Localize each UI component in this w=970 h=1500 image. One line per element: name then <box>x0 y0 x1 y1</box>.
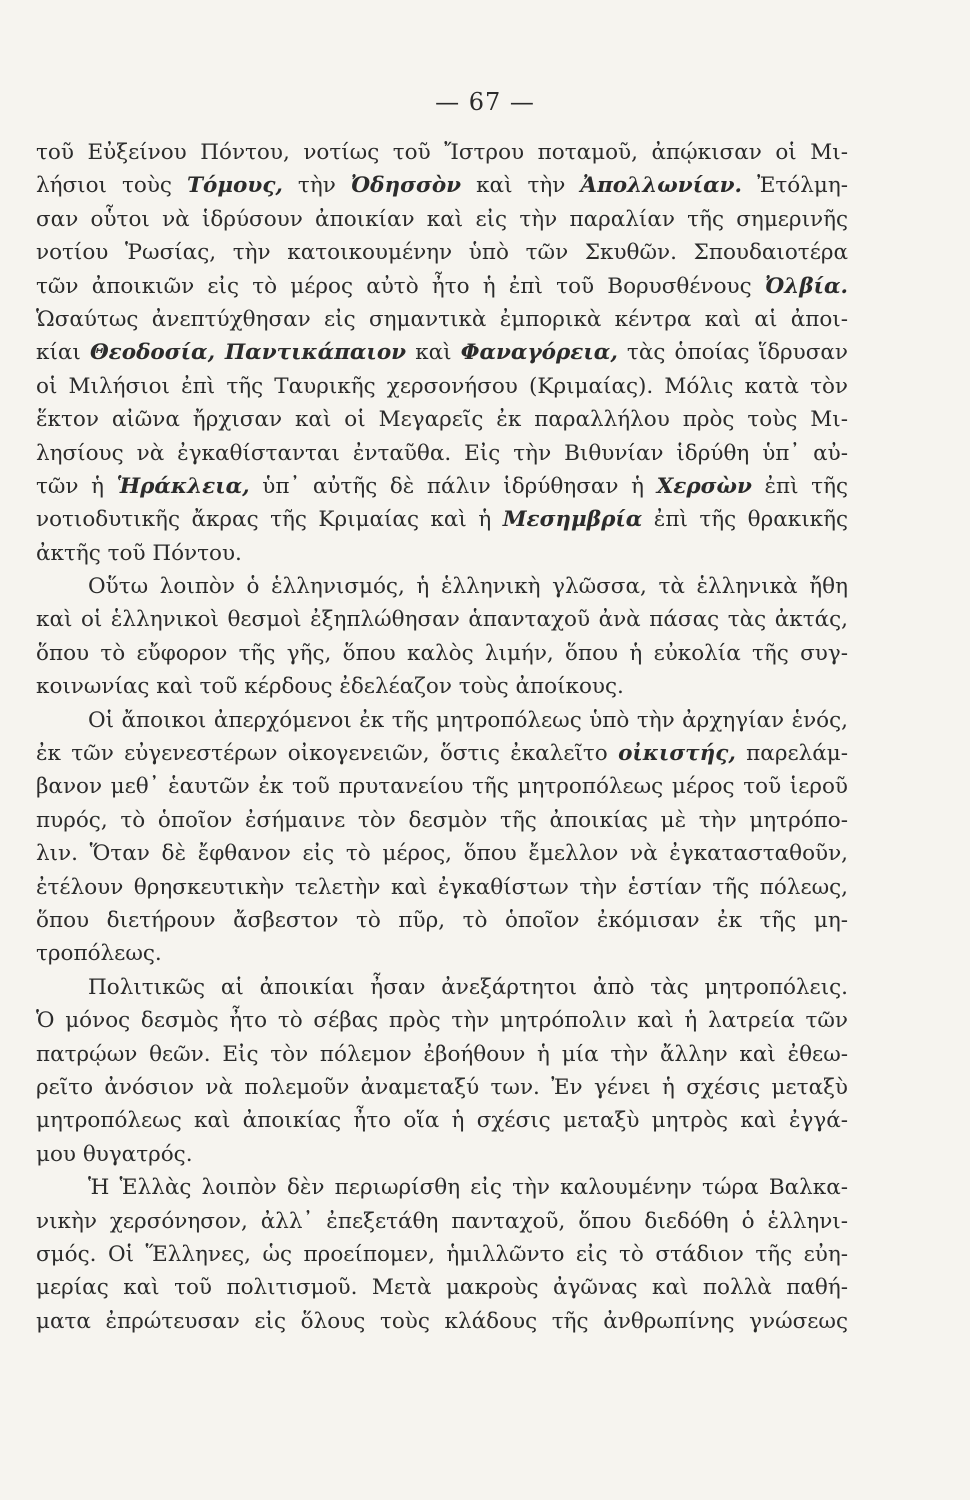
text-segment: νοτίου Ῥωσίας, τὴν κατοικουμένην ὑπὸ τῶν Σκυθῶν. Σπουδαιοτέρα <box>36 240 848 266</box>
text-segment: μητροπόλεως καὶ ἀποικίας ἦτο οἵα ἡ σχέσις μεταξὺ μητρὸς καὶ ἐγγά- <box>36 1108 848 1134</box>
text-line <box>36 1271 848 1304</box>
text-segment: Οἱ ἄποικοι ἀπερχόμενοι ἐκ τῆς μητροπόλεως ὑπὸ τὴν ἀρχηγίαν ἑνός, <box>88 707 848 733</box>
text-segment: ὑπ᾽ αὐτῆς δὲ πάλιν ἱδρύθησαν ἡ <box>249 473 657 499</box>
text-segment: οἱ Μιλήσιοι ἐπὶ τῆς Ταυρικῆς χερσονήσου (Κριμαίας). Μόλις κατὰ τὸν <box>36 373 848 399</box>
text-line <box>36 1205 848 1238</box>
text-segment: βανον μεθ᾽ ἑαυτῶν ἐκ τοῦ πρυτανείου τῆς μητροπόλεως μέρος τοῦ ἱεροῦ <box>36 774 848 800</box>
emphasized-place-name: οἰκιστής, <box>618 741 736 767</box>
emphasized-place-name: Τόμους, <box>186 173 283 199</box>
emphasized-place-name: Μεσημβρία <box>502 507 643 533</box>
text-segment: ὅπου διετήρουν ἄσβεστον τὸ πῦρ, τὸ ὁποῖον ἐκόμισαν ἐκ τῆς μη- <box>36 907 848 933</box>
text-segment: Ὡσαύτως ἀνεπτύχθησαν εἰς σημαντικὰ ἐμπορικὰ κέντρα καὶ αἱ ἀποι- <box>36 306 848 332</box>
text-segment: ἀκτῆς τοῦ Πόντου. <box>36 540 242 566</box>
text-segment: νοτιοδυτικῆς ἄκρας τῆς Κριμαίας καὶ ἡ <box>36 507 503 533</box>
text-segment: νικὴν χερσόνησον, ἀλλ᾽ ἐπεξετάθη πανταχοῦ, ὅπου διεδόθη ὁ ἑλληνι- <box>36 1208 848 1234</box>
text-line <box>36 871 848 904</box>
text-line <box>36 303 848 336</box>
text-line <box>36 770 848 803</box>
text-segment: μερίας καὶ τοῦ πολιτισμοῦ. Μετὰ μακροὺς ἀγῶνας καὶ πολλὰ παθή- <box>36 1275 848 1301</box>
text-line <box>36 570 848 603</box>
text-line <box>36 1038 848 1071</box>
text-line <box>36 1305 848 1338</box>
text-line <box>36 1104 848 1137</box>
text-line <box>36 603 848 636</box>
text-segment: ἕκτον αἰῶνα ἤρχισαν καὶ οἱ Μεγαρεῖς ἐκ παραλλήλου πρὸς τοὺς Μι- <box>36 407 848 433</box>
text-segment: καὶ οἱ ἑλληνικοὶ θεσμοὶ ἐξηπλώθησαν ἁπανταχοῦ ἀνὰ πάσας τὰς ἀκτάς, <box>36 607 848 633</box>
text-line <box>36 637 848 670</box>
emphasized-place-name: Ὀλβία. <box>764 273 848 299</box>
text-segment: τῶν ἀποικιῶν εἰς τὸ μέρος αὐτὸ ἦτο ἡ ἐπὶ τοῦ Βορυσθένους <box>36 273 765 299</box>
text-line <box>36 1138 848 1171</box>
text-segment: σαν οὗτοι νὰ ἱδρύσουν ἀποικίαν καὶ εἰς τὴν παραλίαν τῆς σημερινῆς <box>36 206 848 232</box>
text-line <box>36 804 848 837</box>
emphasized-place-name: Ὀδησσὸν <box>350 173 462 199</box>
text-line <box>36 971 848 1004</box>
text-line <box>36 737 848 770</box>
text-segment: ἐπὶ τῆς θρακικῆς <box>642 507 849 533</box>
text-line <box>36 1004 848 1037</box>
text-line <box>36 1238 848 1271</box>
text-line <box>36 904 848 937</box>
text-segment: τῶν ἡ <box>36 473 117 499</box>
text-segment: ρεῖτο ἀνόσιον νὰ πολεμοῦν ἀναμεταξύ των. Ἐν γένει ἡ σχέσις μεταξὺ <box>36 1074 848 1100</box>
text-segment: πυρός, τὸ ὁποῖον ἐσήμαινε τὸν δεσμὸν τῆς ἀποικίας μὲ τὴν μητρόπο- <box>36 807 848 833</box>
text-segment: τὰς ὁποίας ἵδρυσαν <box>617 340 848 366</box>
text-line <box>36 470 848 503</box>
text-segment: παρελάμ- <box>735 741 848 767</box>
text-line <box>36 503 848 536</box>
body-text <box>36 136 848 1338</box>
text-segment: πατρῴων θεῶν. Εἰς τὸν πόλεμον ἐβοήθουν ἡ μία τὴν ἄλλην καὶ ἐθεω- <box>36 1041 848 1067</box>
text-segment: ἐπὶ τῆς <box>751 473 848 499</box>
text-line <box>36 837 848 870</box>
text-segment: κοινωνίας καὶ τοῦ κέρδους ἐδελέαζον τοὺς ἀποίκους. <box>36 674 624 700</box>
text-line <box>36 370 848 403</box>
text-line <box>36 670 848 703</box>
text-line <box>36 403 848 436</box>
text-segment: ἐτέλουν θρησκευτικὴν τελετὴν καὶ ἐγκαθίστων τὴν ἑστίαν τῆς πόλεως, <box>36 874 848 900</box>
emphasized-place-name: Χερσὼν <box>656 473 752 499</box>
text-line <box>36 203 848 236</box>
text-segment: κίαι <box>36 340 90 366</box>
text-line <box>36 336 848 369</box>
text-segment: τροπόλεως. <box>36 941 162 967</box>
text-segment: μου θυγατρός. <box>36 1141 193 1167</box>
page-number: — 67 — <box>435 88 535 116</box>
text-segment: Ὁ μόνος δεσμὸς ἦτο τὸ σέβας πρὸς τὴν μητρόπολιν καὶ ἡ λατρεία τῶν <box>36 1008 848 1034</box>
text-segment: ὅπου τὸ εὔφορον τῆς γῆς, ὅπου καλὸς λιμήν, ὅπου ἡ εὐκολία τῆς συγ- <box>36 640 848 666</box>
text-line <box>36 270 848 303</box>
emphasized-place-name: Ἀπολλωνίαν. <box>580 173 743 199</box>
text-segment: ματα ἐπρώτευσαν εἰς ὅλους τοὺς κλάδους τῆς ἀνθρωπίνης γνώσεως <box>36 1308 848 1334</box>
text-segment: λήσιοι τοὺς <box>36 173 187 199</box>
text-segment: ἐκ τῶν εὐγενεστέρων οἰκογενειῶν, ὅστις ἐκαλεῖτο <box>36 741 619 767</box>
text-segment: λησίους νὰ ἐγκαθίστανται ἐνταῦθα. Εἰς τὴν Βιθυνίαν ἱδρύθη ὑπ᾽ αὐ- <box>36 440 848 466</box>
text-segment: Ἐτόλμη- <box>742 173 848 199</box>
text-line <box>36 704 848 737</box>
text-segment: καὶ <box>406 340 461 366</box>
text-segment: Οὕτω λοιπὸν ὁ ἑλληνισμός, ἡ ἑλληνικὴ γλῶσσα, τὰ ἑλληνικὰ ἤθη <box>88 574 848 600</box>
text-segment: σμός. Οἱ Ἕλληνες, ὡς προείπομεν, ἡμιλλῶντο εἰς τὸ στάδιον τῆς εὐη- <box>36 1241 848 1267</box>
text-line <box>36 437 848 470</box>
text-line <box>36 1171 848 1204</box>
text-segment: καὶ τὴν <box>461 173 581 199</box>
text-line <box>36 169 848 202</box>
emphasized-place-name: Φαναγόρεια, <box>460 340 618 366</box>
text-line <box>36 236 848 269</box>
text-line <box>36 136 848 169</box>
text-segment: τοῦ Εὐξείνου Πόντου, νοτίως τοῦ Ἴστρου ποταμοῦ, ἀπῴκισαν οἱ Μι- <box>36 140 848 165</box>
emphasized-place-name: Ἡράκλεια, <box>116 473 250 499</box>
emphasized-place-name: Θεοδοσία, Παντικάπαιον <box>89 340 407 366</box>
text-segment: Ἡ Ἑλλὰς λοιπὸν δὲν περιωρίσθη εἰς τὴν καλουμένην τώρα Βαλκα- <box>88 1175 848 1201</box>
text-segment: λιν. Ὅταν δὲ ἔφθανον εἰς τὸ μέρος, ὅπου ἔμελλον νὰ ἐγκατασταθοῦν, <box>36 841 848 867</box>
text-segment: Πολιτικῶς αἱ ἀποικίαι ἦσαν ἀνεξάρτητοι ἀπὸ τὰς μητροπόλεις. <box>88 974 848 1000</box>
text-line <box>36 1071 848 1104</box>
text-line <box>36 937 848 970</box>
text-line <box>36 537 848 570</box>
text-segment: τὴν <box>282 173 351 199</box>
